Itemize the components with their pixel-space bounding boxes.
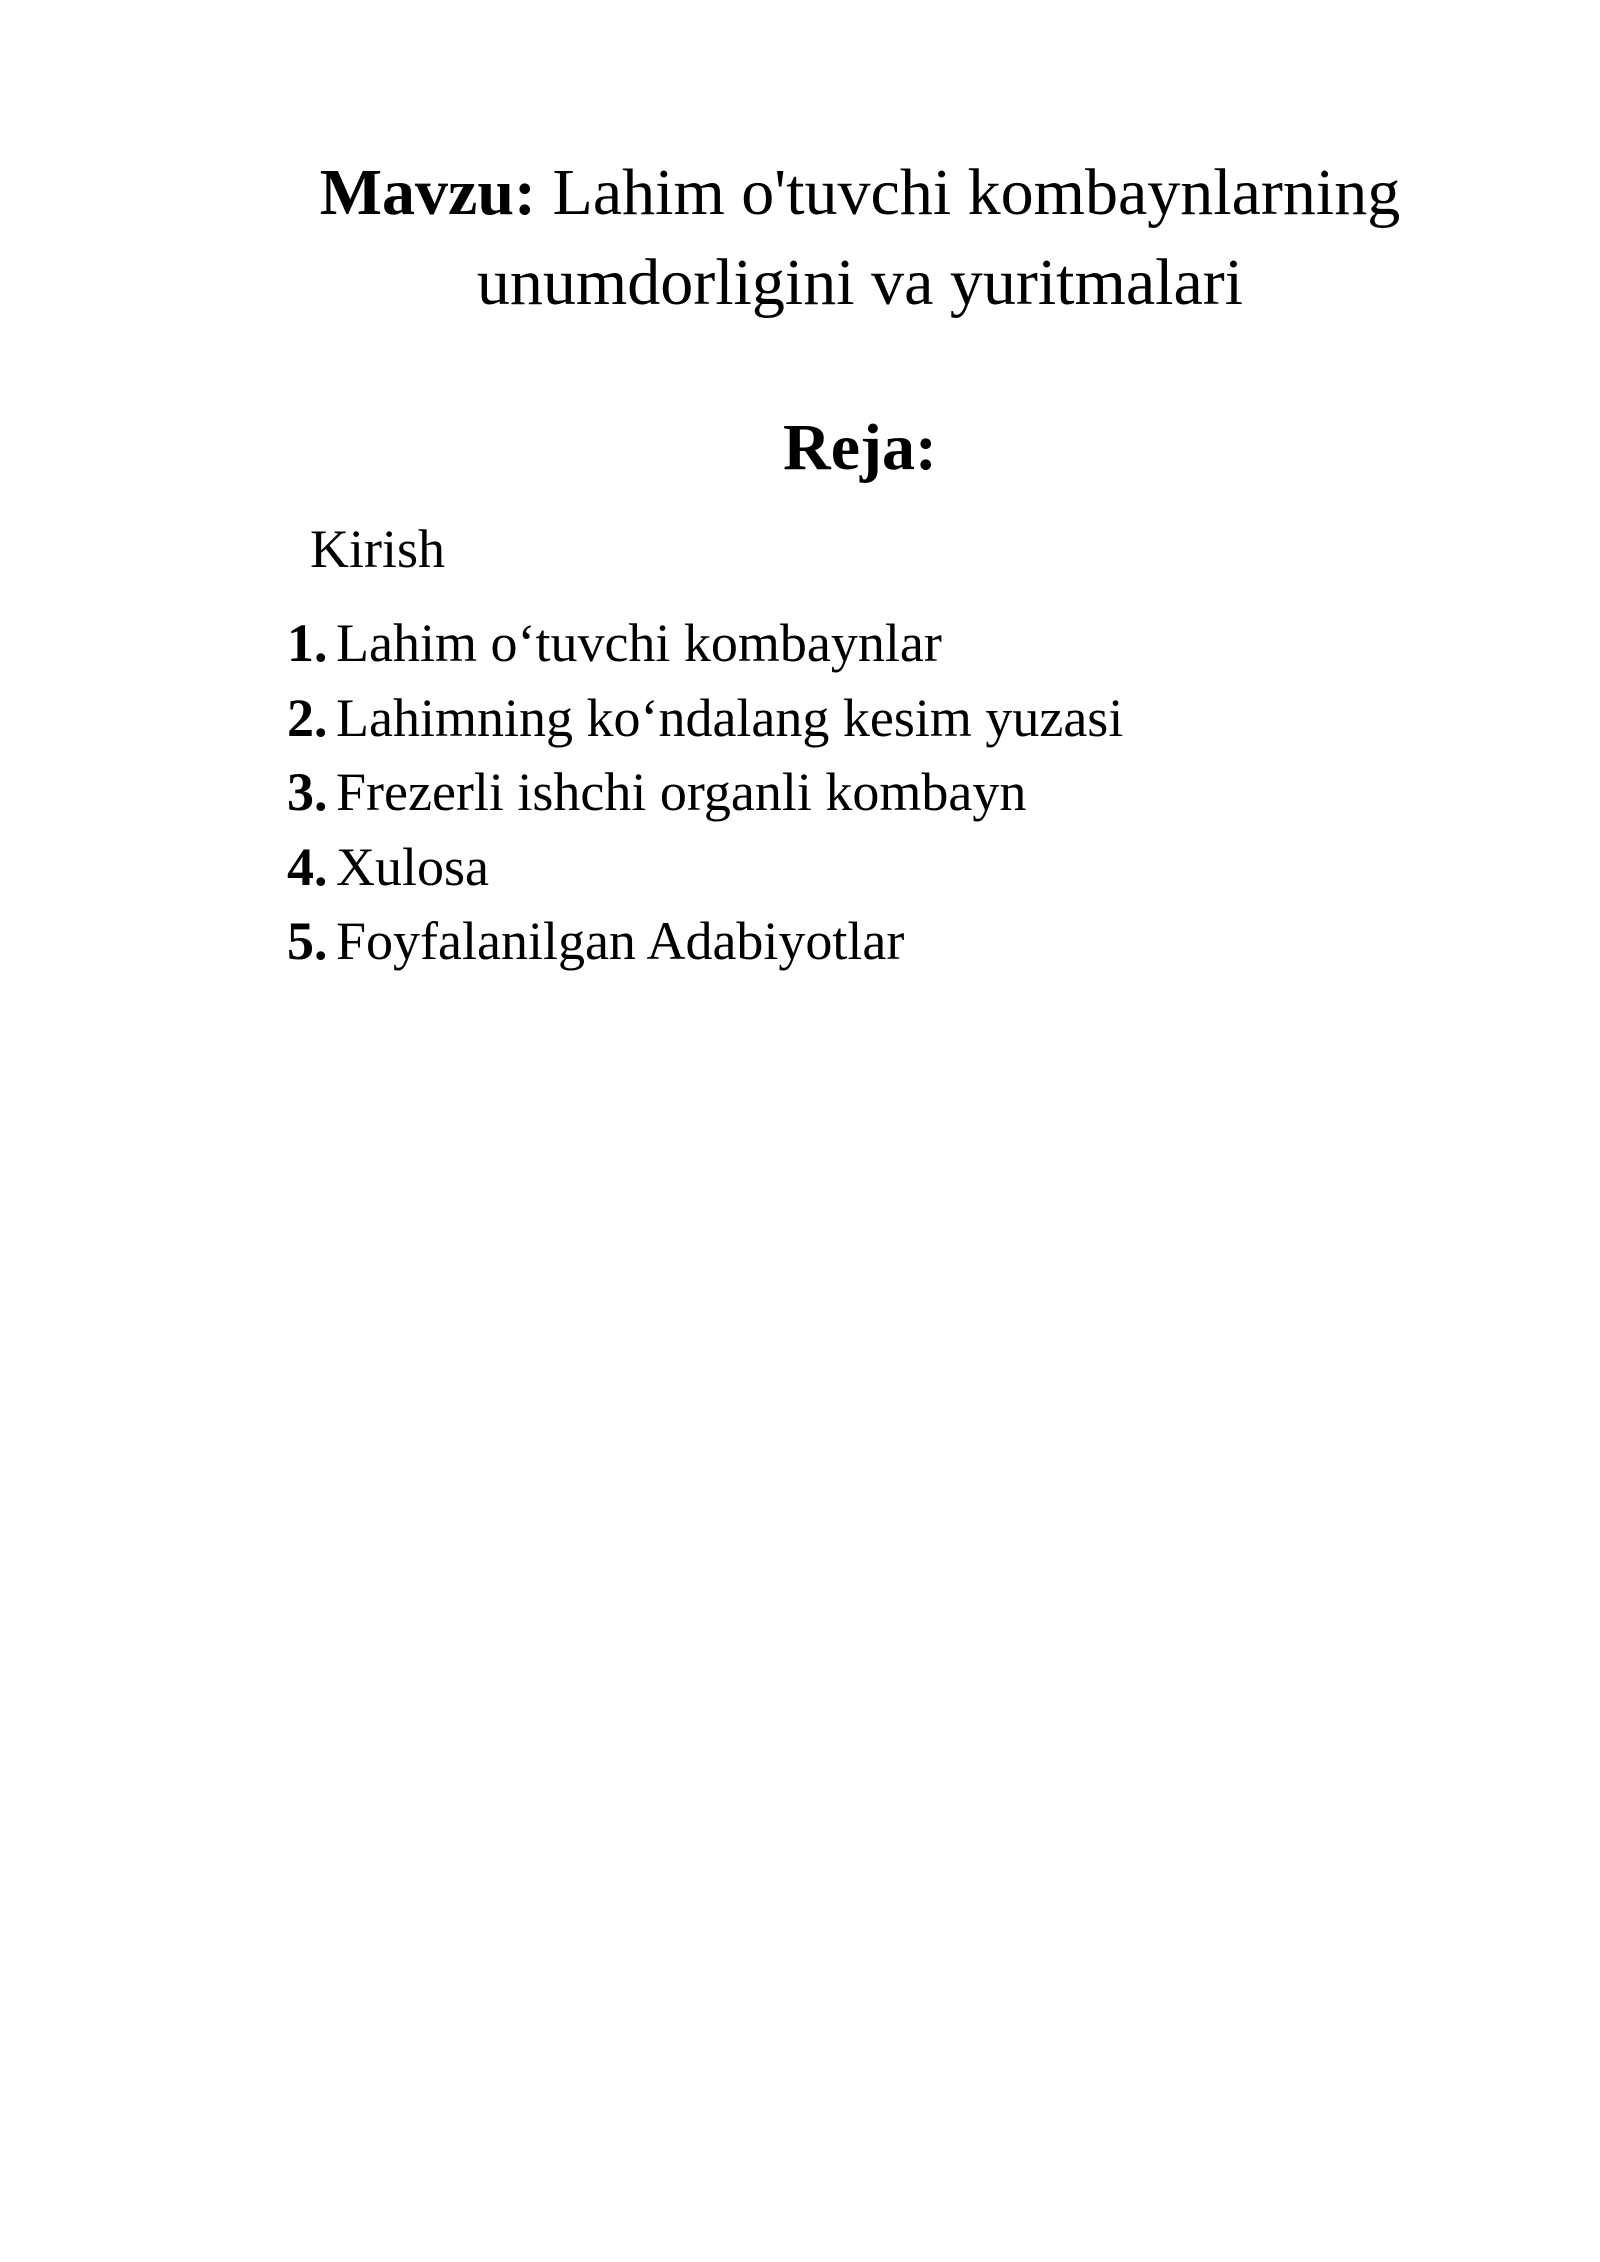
plan-item-number: 2. xyxy=(287,687,328,748)
plan-item-number: 5. xyxy=(287,911,328,971)
plan-item xyxy=(287,606,1123,681)
plan-item xyxy=(287,681,1123,756)
plan-list xyxy=(287,606,1123,979)
plan-item-text: Lahim o‘tuvchi kombaynlar xyxy=(336,613,942,673)
plan-item-text: Foyfalanilgan Adabiyotlar xyxy=(336,911,905,971)
title-line-1: Lahim o'tuvchi kombaynlarning xyxy=(552,156,1401,229)
title-line-2: unumdorligini va yuritmalari xyxy=(476,246,1244,319)
plan-intro: Kirish xyxy=(310,519,445,579)
plan-item-number: 1. xyxy=(287,613,328,673)
plan-item xyxy=(287,904,1123,979)
document-title xyxy=(200,148,1520,328)
plan-item-text: Lahimning ko‘ndalang kesim yuzasi xyxy=(336,687,1124,748)
plan-item-text: Frezerli ishchi organli kombayn xyxy=(336,762,1027,822)
plan-item xyxy=(287,830,1123,905)
plan-item xyxy=(287,755,1123,830)
plan-heading: Reja: xyxy=(783,411,937,484)
title-label: Mavzu: xyxy=(319,156,537,229)
plan-item-number: 4. xyxy=(287,836,328,897)
plan-item-text: Xulosa xyxy=(336,836,489,897)
plan-item-number: 3. xyxy=(287,762,328,822)
